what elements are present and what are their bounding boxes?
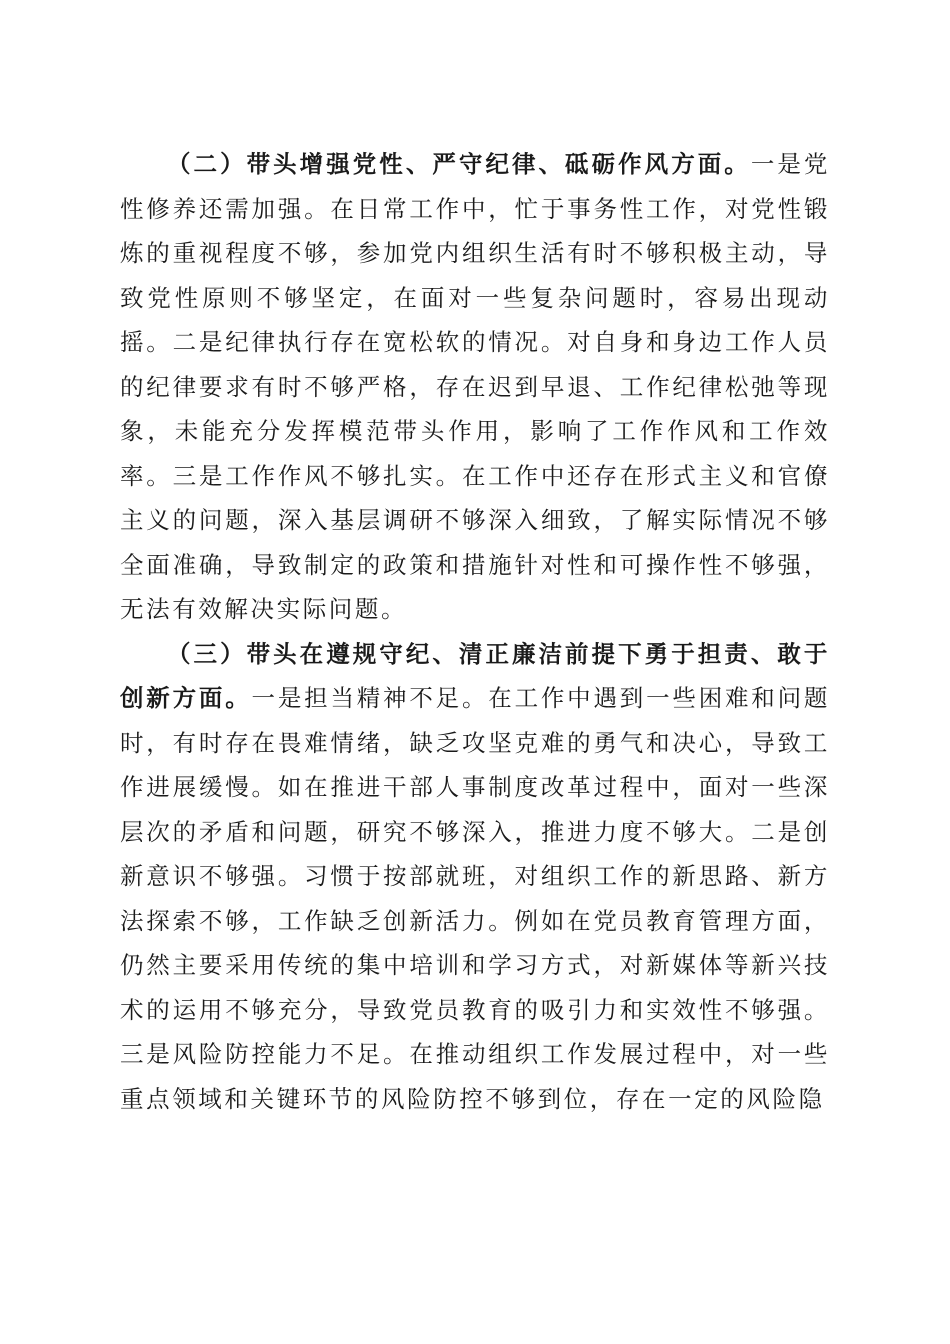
section-2-body: 一是党性修养还需加强。在日常工作中，忙于事务性工作，对党性锻炼的重视程度不够，参加党内组织生活有时不够积极主动，导致党性原则不够坚定，在面对一些复杂问题时，容易出现动摇。二是纪律执行存在宽松软的情况。对自身和身边工作人员的纪律要求有时不够严格，存在迟到早退、工作纪律松弛等现象，未能充分发挥模范带头作用，影响了工作作风和工作效率。三是工作作风不够扎实。在工作中还存在形式主义和官僚主义的问题，深入基层调研不够深入细致，了解实际情况不够全面准确，导致制定的政策和措施针对性和可操作性不够强，无法有效解决实际问题。	[120, 150, 830, 623]
section-3-heading: （三）带头在遵规守纪、清正廉洁前提下勇于担责、敢于创新方面。	[120, 639, 830, 712]
section-3-body: 一是担当精神不足。在工作中遇到一些困难和问题时，有时存在畏难情绪，缺乏攻坚克难的勇气和决心，导致工作进展缓慢。如在推进干部人事制度改革过程中，面对一些深层次的矛盾和问题，研究不够深入，推进力度不够大。二是创新意识不够强。习惯于按部就班，对组织工作的新思路、新方法探索不够，工作缺乏创新活力。例如在党员教育管理方面，仍然主要采用传统的集中培训和学习方式，对新媒体等新兴技术的运用不够充分，导致党员教育的吸引力和实效性不够强。三是风险防控能力不足。在推动组织工作发展过程中，对一些重点领域和关键环节的风险防控不够到位，存在一定的风险隐	[120, 684, 831, 1113]
section-2-heading: （二）带头增强党性、严守纪律、砥砺作风方面。	[167, 150, 751, 178]
paragraph-section-2	[120, 142, 830, 632]
paragraph-section-3	[120, 632, 830, 1122]
document-body	[120, 142, 830, 1121]
